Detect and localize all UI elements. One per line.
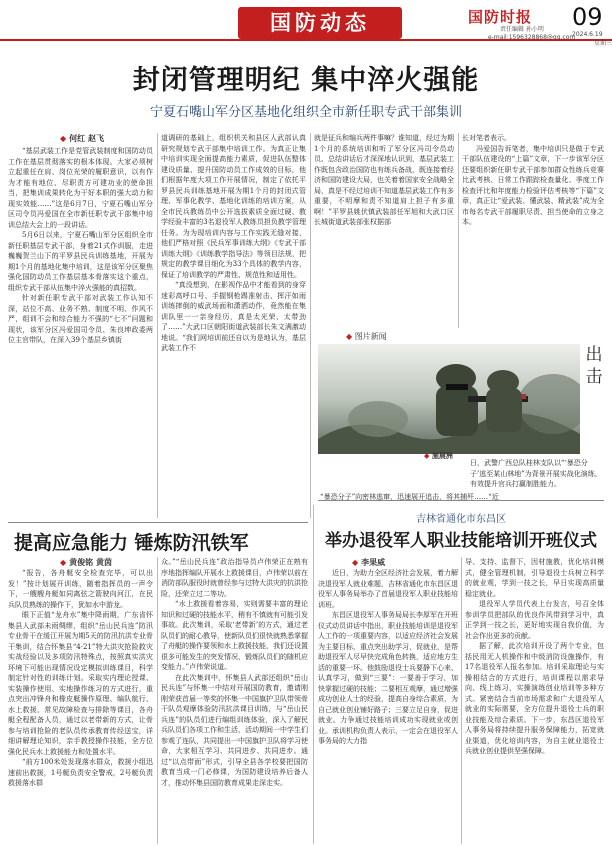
paragraph: 据了解，此次培训开设了两个专业，包括民用无人机操作和中级消防设施操作，有17名退役军人报名参加。培训采取理论与实操相结合的方式进行，培训课程以需求导向、线上练习，实操演练创业培训等多种方式。紧密结合当前市场需求和广大退役军人就业的实际需要，全方位提升退役士兵的职业技能及综合素质。下一步，东昌区退役军人事务局将持续提升服务保障能力，拓宽就业渠道，优化培训内容，为自主就业退役士兵就业创业提供坚强保障。	[465, 642, 604, 755]
paragraph: 冯爱国告诉笔者，集中培训只是做于专武干部队伍建设的“上篇”文章，下一步该军分区还要组织新任职专武干部参加群众性练兵竞赛比武考核、日常工作跟踪检查量化、季度工作检查评比和年度能力检验评估考核等“下篇”文章，真正让“爱武装、懂武装、精武装”成为全市每名专武干部履职尽责、担当使命的立身之本。	[462, 144, 604, 226]
story2-byline	[60, 557, 112, 568]
caption-text: 日，武警广西总队桂林支队以“‘暴恐分子’逃至某山林地”为背景开展实战化演练，有效提升官兵打赢制胜能力。	[470, 459, 602, 488]
column-rule	[310, 133, 311, 518]
lead-column-2	[161, 133, 306, 518]
diamond-icon: ◆	[60, 134, 67, 143]
paragraph: 眼下正值“龙舟水”集中降雨期，广东省怀集县人武部未雨绸缪，组织“岳山民兵连”防汛专业骨干在缓江开展为期5天的防汛抗洪专业骨干集训，结合怀集县“4·21”特大洪灾抢险救灾实战经验以及多项防汛特殊点，按照真实洪灾环境下可能出现情况设定模拟训练课目，科学制定针对性的训练计划。采取实内理论授课、实装操作使用、实地操作练习的方式进行，重点突出冲锋舟和橡皮艇操作原理、编队航行、水上救援、常见故障检查与排除等课目，各舟艇全程配备人员，通过以老带新的方式，让骨参与培训抢险的老队员传承教育传经送宝，详细讲解理论知识，亲手教授操作技能，全方位强化民兵水上救援能力和处置水平。	[8, 611, 153, 756]
paragraph: 5月6日以来，宁夏石嘴山军分区组织全市新任职基层专武干部，身着21式作训服，走进巍巍贺兰山下的平罗县民兵训练基地，开展为期1个月的基地化集中培训，这是该军分区聚焦强化国防动员工作基层基本骨落实这个重点，组织专武干部从伍集中淬火强能的真招数。	[8, 231, 153, 292]
paragraph: 近日，为助力全区经济社会发展，着力解决退役军人就业难题，吉林省通化市东昌区退役军人事务局举办了首届退役军人职业技能培训班。	[318, 569, 458, 609]
lead-byline	[60, 133, 104, 144]
paragraph: “真没想到，在影视作品中才能看到的身穿迷彩高呼口号、手握钢枪踢准射击、挥汗如雨训练摔倒的威武场面和潇洒动作，竟然能在集训队里一一亲身经历，真是太光荣、太带劲了……”大武口区朝阳街道武装部长朱文满激动地说。“我们网培训前还自以为是地认为，基层武装工作不	[161, 281, 306, 352]
paragraph: 道调研的基础上，组织机关和县区人武部认真研究规划专武干部集中培训工作。为真正让集中培训实现全面提高能力素质，促进队伍整体建设质量、提升国防动员工作成效的目标，他们根据年度大项工作开展情况，制定了依托平罗县民兵训练基地开展为期1个月的封闭式管理、军事化教学、基地化训练的培训方案，从全市民兵教练员中公开选拔素质全面过硬、教学经验丰富的3名退役军人教练员担负教学管理任务。为为现培训内容与工作实践无缝对接，他们严格对照《民兵军事训练大纲》《专武干部训练大纲》《训练教学指导法》等领目法规，把规定的教学课目细化为33个具体的教学内容，保证了培训教学的严肃性、规范性和适用性。	[161, 134, 306, 279]
paragraph: “水上救援看着容易，实则需要丰富的理论知识和过硬的技能水平，稍有不慎就有可能引发事故。此次集训，采取‘老带新’的方式，通过老队员们的耐心教导，使新队员们很快就熟悉掌握了舟艇的操作要领和水上救援技能，我们还设置很多可能发生的突发情况，锻炼队员们的随机应变能力。”卢伟荣说道。	[161, 600, 308, 671]
story3-column-1	[318, 568, 458, 844]
page-number: 09	[572, 3, 603, 31]
paragraph: 就是征兵和编兵两件事嘛？谁知道，经过为期1个月的系统培训和听了军分区冯司令员动员、总结讲话后才深深地认识到，基层武装工作既包含政治国防也有练兵备战，既连接着经济和国防建设大局，也关着着国家安全战略全局，真是不经过培训不知道基层武装工作有多重要，不明摩和责不知道肩上担子有多重啊！”平罗县姚伏镇武装部任军旭和大武口区长城街道武装部张权据部	[314, 134, 454, 226]
story3-column-2	[465, 557, 604, 844]
photo-news-tag	[346, 331, 387, 342]
editor-email: e-mail:1596328868@qq.com	[488, 34, 576, 41]
story3-kicker: 吉林省通化市东昌区	[416, 514, 506, 525]
soldier-photo-illustration	[318, 344, 580, 454]
story2-headline: 提高应急能力 锤炼防汛铁军	[14, 532, 249, 554]
paragraph: “报告，各舟艇安全检查完毕，可以出发！”按计划展开训练，随着指挥员的一声令下，一艘艘舟艇如同离弦之箭驶向河江，在民兵队员熟练的操作下，犹如水中游龙。	[8, 569, 153, 609]
paragraph: “前方100米处发现落水群众，救援小组迅速前出救援，1号艇负责安全警戒，2号艇负责救援落水群	[8, 758, 153, 787]
masthead-logo: 国防时报	[468, 8, 533, 26]
lead-headline: 封闭管理明纪 集中淬火强能	[132, 65, 480, 96]
photo-news-tag-text: 图片新闻	[354, 332, 387, 341]
section-rule	[318, 500, 604, 501]
photo-caption	[320, 458, 602, 502]
paragraph: 退役军人学员代表上台发言，号召全体参训学员把部队的优良作风带到学习中，真正学到一技之长，更好地实现自我价值，为社会作出更多的贡献。	[465, 600, 604, 640]
caption-text-2: “暴恐分子”向密林逃窜，迅速展开追击，将其捕歼……“近	[320, 492, 499, 501]
photo-headline: 出击	[585, 345, 603, 387]
paragraph: 长对笔者表示。	[462, 134, 511, 142]
lead-column-4	[462, 133, 604, 328]
diamond-icon: ◆	[346, 332, 353, 341]
paragraph: 导、支持、监督下，因材施教，优化培训模式，健全管理机制，引导退役士兵树立科学的就业观，学到一技之长，早日实现高质量稳定就业。	[465, 558, 604, 598]
section-title: 国防动态	[238, 7, 402, 39]
diamond-icon: ◆	[352, 558, 359, 567]
story2-byline-text: 黄俊铭 黄茵	[69, 558, 112, 567]
column-rule	[157, 133, 158, 518]
lead-column-1	[8, 146, 153, 518]
paragraph: 在此次集训中，怀集县人武部还组织“岳山民兵连”与怀集一中结对开展国防教育，邀请刚刚荣获首届一等奖的怀集一中国旗护卫队带领骨干队员观摩体验防汛抗洪课目训练，与“岳山民兵连”的队员们进行编组训练体验，深入了解民兵队员们各项工作和生活，活动期间一中学生们参观了连队，共同提出一中国旗护卫队将学习使命，大家相互学习、共同进步、共同进步。通过“以点带面”形式，引导全县各学校要把国防教育当成一门必修课，为国防建设培养后备人才，推动怀集县国防教育成果走深走实。	[161, 673, 308, 787]
story3-byline-text: 李果威	[361, 558, 386, 567]
paragraph: 众。”“岳山民兵连”政治指导员卢伟荣正在熟有序地指挥编队开展水上救援课目，卢伟荣以前在消防部队服役时就曾经参与过特大洪灾的抗洪抢险，还荣立过二等功。	[161, 558, 308, 598]
column-rule	[157, 557, 158, 844]
editor-credit: 责任编辑 孙小明	[500, 26, 544, 33]
lead-byline-text: 何红 赵飞	[69, 134, 104, 143]
story2-column-2	[161, 557, 308, 844]
issue-weekday: 星期三	[594, 40, 612, 47]
paragraph: 东昌区退役军人事务局局长李厚军在开班仪式动员讲话中指出，职业技能培训是退役军人工作的一项重要内容，以适应经济社会发展为主要目标，重点突出助学习，促就业，是帮助退役军人尽早快完成角色转换，适应地方生活的重要一环。他鼓励退役士兵要静下心来、认真学习，做到“三要”：一要善于学习，加快掌握过硬的技能；二要相互观摩，通过增强成功创业人士的经验，提高自身综合素质，为自己就业创业铺好路子；三要立足自身，促进就业。力争通过技能培训成功实现就业或创业。承训机构负责人表示，一定会在退役军人事务局的大力指	[318, 611, 458, 745]
diamond-icon: ◆	[424, 452, 430, 460]
news-photo	[318, 344, 580, 454]
issue-date: 2024.6.19	[572, 31, 603, 38]
story2-column-1	[8, 568, 153, 844]
column-rule	[461, 557, 462, 844]
lead-column-3	[314, 133, 454, 328]
photo-credit-text: 施晨洲	[431, 452, 453, 460]
lead-subheadline: 宁夏石嘴山军分区基地化组织全市新任职专武干部集训	[149, 105, 462, 120]
column-rule	[458, 133, 459, 328]
paragraph: 针对新任职专武干部对武装工作认知不深，站位不高、业务不熟、制度不明、作风不严，组训不会和综合能力不强的“七不”问题和现状，该军分区冯爱国司令员、朱良坤政委两位主官带队，在深入39个基层乡镇街	[8, 294, 153, 344]
story3-headline: 举办退役军人职业技能培训开班仪式	[325, 531, 597, 551]
paragraph: “基层武装工作是党管武装制度和国防动员工作在基层贯彻落实的根本体现。大家必须树立起重任在肩、岗位光荣的履职意识，以有作为才能有地位、尽职责方可建功业的使命担当，把集训成果转化为干好本职的强大动力和现实效能……”这是6月7日，宁夏石嘴山军分区司令员冯爱国在全市新任职专武干部集中培训总结大会上的一段讲话。	[8, 147, 153, 229]
story3-byline	[352, 557, 385, 568]
column-rule	[313, 505, 314, 844]
diamond-icon: ◆	[60, 558, 67, 567]
section-rule	[8, 522, 308, 523]
